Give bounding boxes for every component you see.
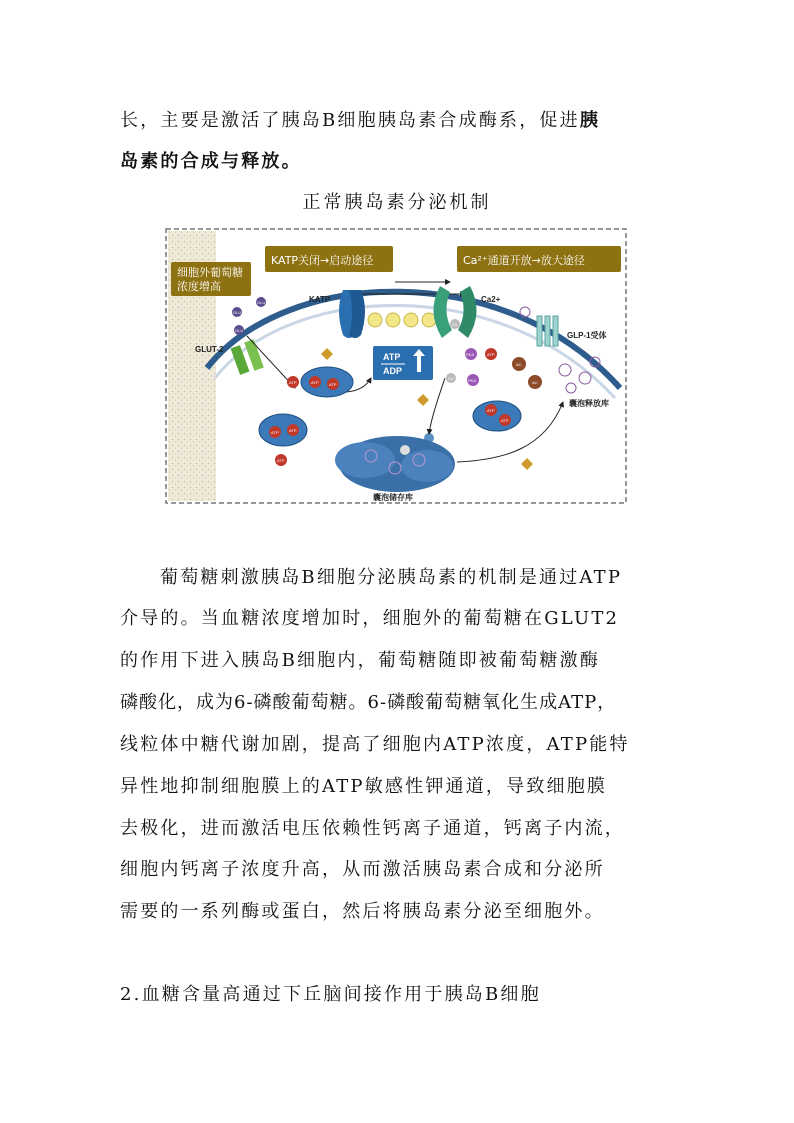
svg-text:AC: AC <box>532 380 538 385</box>
label-katp: KATP <box>309 295 331 304</box>
svg-text:ATP: ATP <box>487 408 495 413</box>
svg-text:ATP: ATP <box>271 430 279 435</box>
katp-channel <box>339 290 365 338</box>
svg-text:ATP: ATP <box>329 382 337 387</box>
box-katp-label: KATP关闭→启动途径 <box>271 254 374 267</box>
paragraph-top-line-1 <box>120 106 680 132</box>
glp1-receptor <box>537 316 558 346</box>
label-glp1: GLP-1受体 <box>567 331 607 340</box>
label-release-pool: 囊泡释放库 <box>569 399 609 408</box>
svg-text:Ca: Ca <box>448 376 454 381</box>
label-ca: Ca2+ <box>481 295 501 304</box>
svg-text:ATP: ATP <box>501 418 509 423</box>
svg-text:PKA: PKA <box>466 352 475 357</box>
svg-text:ATP: ATP <box>277 458 285 463</box>
svg-text:ATP: ATP <box>311 380 319 385</box>
label-glut2: GLUT-2 <box>195 345 224 354</box>
paragraph-main-line-2: 介导的。当血糖浓度增加时，细胞外的葡萄糖在GLUT2 <box>120 608 620 629</box>
paragraph-main-line-8: 细胞内钙离子浓度升高，从而激活胰岛素合成和分泌所 <box>120 859 605 880</box>
box-ca-label: Ca²⁺通道开放→放大途径 <box>463 254 585 267</box>
svg-text:GLU: GLU <box>235 328 244 333</box>
insulin-secretion-diagram <box>165 228 627 504</box>
paragraph-main-line-7: 去极化，进而激活电压依赖性钙离子通道，钙离子内流， <box>120 818 625 839</box>
label-storage-pool: 囊泡储存库 <box>373 493 413 502</box>
paragraph-top-line-2: 岛素的合成与释放。 <box>120 151 302 172</box>
label-atp: ATP <box>383 352 401 362</box>
svg-text:PKA: PKA <box>468 378 477 383</box>
svg-text:GLU: GLU <box>233 310 242 315</box>
paragraph-top-line-1-text: 长，主要是激活了胰岛B细胞胰岛素合成酶系，促进 <box>120 110 580 131</box>
svg-text:ATP: ATP <box>289 428 297 433</box>
svg-text:Ca: Ca <box>452 322 458 327</box>
section-heading: 2.血糖含量高通过下丘脑间接作用于胰岛B细胞 <box>120 984 541 1005</box>
svg-text:ATP: ATP <box>487 352 495 357</box>
atp-adp-box <box>373 346 433 380</box>
paragraph-main-line-5: 线粒体中糖代谢加剧，提高了细胞内ATP浓度，ATP能特 <box>120 734 630 755</box>
paragraph-main-line-6: 异性地抑制细胞膜上的ATP敏感性钾通道，导致细胞膜 <box>120 776 608 797</box>
paragraph-main-line-3: 的作用下进入胰岛B细胞内，葡萄糖随即被葡萄糖激酶 <box>120 650 601 671</box>
paragraph-main-line-4: 磷酸化，成为6-磷酸葡萄糖。6-磷酸葡萄糖氧化生成ATP， <box>120 692 617 713</box>
svg-text:GLU: GLU <box>257 300 266 305</box>
paragraph-main-line-9: 需要的一系列酶或蛋白，然后将胰岛素分泌至细胞外。 <box>120 901 605 922</box>
paragraph-top-line-1-bold: 胰 <box>579 110 601 131</box>
label-adp: ADP <box>383 366 403 376</box>
box-extracellular-line-2: 浓度增高 <box>177 280 221 293</box>
svg-text:AC: AC <box>516 362 522 367</box>
paragraph-main-line-1: 葡萄糖刺激胰岛B细胞分泌胰岛素的机制是通过ATP <box>160 567 623 588</box>
box-extracellular-line-1: 细胞外葡萄糖 <box>177 266 243 279</box>
figure-caption: 正常胰岛素分泌机制 <box>302 192 492 213</box>
svg-text:ATP: ATP <box>289 380 297 385</box>
